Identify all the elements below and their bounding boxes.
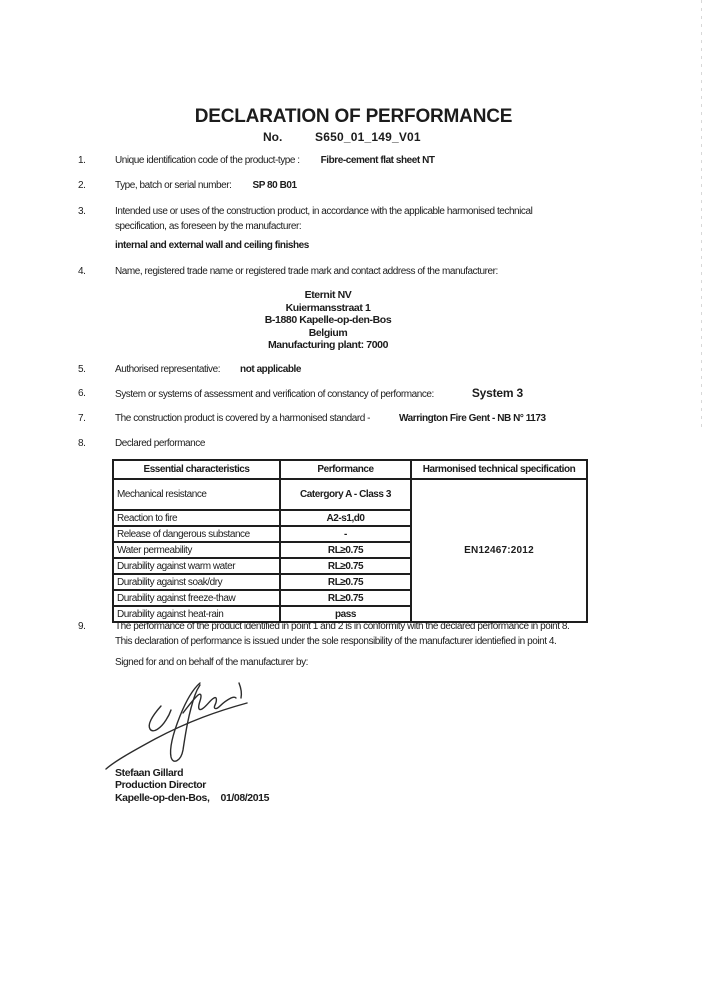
- item-9-number: 9.: [78, 621, 86, 632]
- row-performance: -: [280, 526, 411, 542]
- item-6: [0, 386, 707, 402]
- item-7-value: Warrington Fire Gent - NB N° 1173: [399, 413, 546, 424]
- row-characteristic: Reaction to fire: [113, 510, 280, 526]
- table-row: [113, 479, 587, 510]
- item-3-label-line2: specification, as foreseen by the manufacturer:: [115, 221, 302, 232]
- item-2-value: SP 80 B01: [252, 180, 297, 191]
- item-4-label: Name, registered trade name or registered trade mark and contact address of the manufacturer:: [115, 266, 498, 277]
- signature-scribble: [103, 671, 253, 773]
- manufacturer-address: [115, 289, 541, 352]
- row-performance: RL≥0.75: [280, 542, 411, 558]
- manufacturer-plant: Manufacturing plant: 7000: [267, 339, 389, 352]
- signature-date: 01/08/2015: [220, 791, 270, 804]
- manufacturer-city: B-1880 Kapelle-op-den-Bos: [264, 314, 392, 327]
- item-5-number: 5.: [78, 364, 86, 375]
- row-performance: pass: [280, 606, 411, 622]
- item-5: [0, 362, 707, 377]
- item-4-number: 4.: [78, 266, 86, 277]
- header-performance: Performance: [280, 460, 411, 479]
- item-1-number: 1.: [78, 155, 86, 166]
- number-value: S650_01_149_V01: [315, 130, 421, 144]
- item-7-label: The construction product is covered by a harmonised standard -: [115, 413, 371, 424]
- row-characteristic: Durability against freeze-thaw: [113, 590, 280, 606]
- item-8-label: Declared performance: [115, 438, 205, 449]
- item-2-label: Type, batch or serial number:: [115, 180, 232, 191]
- item-1: [0, 153, 707, 168]
- item-7-number: 7.: [78, 413, 86, 424]
- manufacturer-street: Kuiermansstraat 1: [285, 301, 371, 314]
- item-3-label-line1: Intended use or uses of the construction product, in accordance with the applicable harmonised technical: [115, 206, 533, 217]
- item-6-number: 6.: [78, 388, 86, 399]
- header-harmonised-spec: Harmonised technical specification: [411, 460, 587, 479]
- item-6-label: System or systems of assessment and verification of constancy of performance:: [115, 389, 434, 400]
- row-characteristic: Mechanical resistance: [113, 479, 280, 510]
- row-characteristic: Durability against soak/dry: [113, 574, 280, 590]
- signatory-block: [115, 767, 269, 804]
- signature-svg: [103, 671, 253, 773]
- item-9-line1: The performance of the product identified in point 1 and 2 is in conformity with the declared performance in point 8.: [115, 621, 570, 632]
- item-9-line2: This declaration of performance is issued under the sole responsibility of the manufacturer identiefied in point 4.: [115, 636, 557, 647]
- table-header-row: [113, 460, 587, 479]
- signatory-role: Production Director: [115, 779, 206, 792]
- item-1-label: Unique identification code of the product-type :: [115, 155, 300, 166]
- item-2: [0, 178, 707, 193]
- row-characteristic: Durability against heat-rain: [113, 606, 280, 622]
- signed-statement: Signed for and on behalf of the manufacturer by:: [115, 657, 308, 668]
- item-8: [0, 436, 707, 451]
- row-performance: A2-s1,d0: [280, 510, 411, 526]
- header-essential-characteristics: Essential characteristics: [113, 460, 280, 479]
- row-performance: Catergory A - Class 3: [280, 479, 411, 510]
- item-2-number: 2.: [78, 180, 86, 191]
- item-3-number: 3.: [78, 206, 86, 217]
- item-3-value: internal and external wall and ceiling finishes: [115, 240, 309, 251]
- item-1-value: Fibre-cement flat sheet NT: [320, 155, 435, 166]
- row-characteristic: Water permeability: [113, 542, 280, 558]
- item-5-value: not applicable: [240, 364, 301, 375]
- item-3: [0, 204, 707, 234]
- item-5-label: Authorised representative:: [115, 364, 221, 375]
- number-label: No.: [263, 130, 283, 144]
- signatory-name: Stefaan Gillard: [115, 767, 184, 779]
- scan-edge-artifact: [701, 0, 702, 430]
- item-7: [0, 411, 707, 426]
- harmonised-spec-value: EN12467:2012: [411, 479, 587, 622]
- manufacturer-country: Belgium: [308, 326, 348, 339]
- manufacturer-name: Eternit NV: [304, 289, 352, 301]
- signatory-place: Kapelle-op-den-Bos,: [115, 791, 210, 804]
- row-performance: RL≥0.75: [280, 590, 411, 606]
- row-characteristic: Durability against warm water: [113, 558, 280, 574]
- row-characteristic: Release of dangerous substance: [113, 526, 280, 542]
- document-title: DECLARATION OF PERFORMANCE: [194, 106, 513, 127]
- item-9: [0, 619, 707, 649]
- declared-performance-table: [112, 459, 588, 623]
- item-6-value: System 3: [471, 386, 523, 400]
- item-8-number: 8.: [78, 438, 86, 449]
- row-performance: RL≥0.75: [280, 558, 411, 574]
- row-performance: RL≥0.75: [280, 574, 411, 590]
- item-4: [0, 264, 707, 279]
- document-number-row: [0, 130, 707, 146]
